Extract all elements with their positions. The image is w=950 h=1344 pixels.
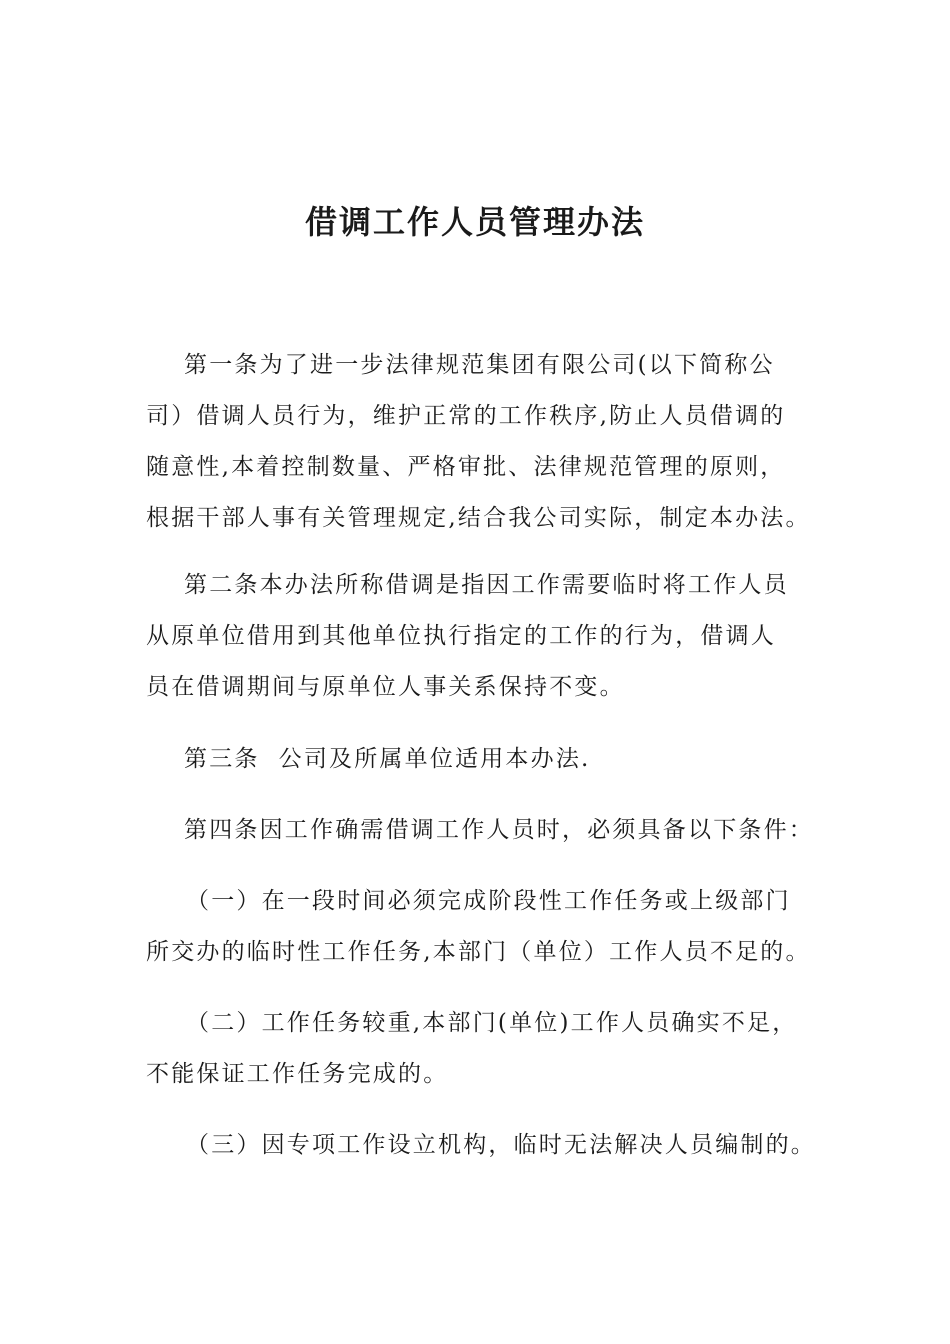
paragraph-line: （一）在一段时间必须完成阶段性工作任务或上级部门 [186, 888, 791, 914]
paragraph-line: 司）借调人员行为，维护正常的工作秩序,防止人员借调的 [146, 403, 786, 429]
paragraph-line: 从原单位借用到其他单位执行指定的工作的行为，借调人 [146, 623, 776, 649]
paragraph-line: （二）工作任务较重,本部门(单位)工作人员确实不足， [186, 1010, 798, 1036]
paragraph-line: （三）因专项工作设立机构，临时无法解决人员编制的。 [186, 1132, 816, 1158]
paragraph-line: 员在借调期间与原单位人事关系保持不变。 [146, 674, 625, 700]
paragraph-condition-3 [146, 1120, 814, 1171]
paragraph-article-2 [146, 560, 814, 713]
paragraph-line: 第三条 公司及所属单位适用本办法. [184, 746, 591, 772]
paragraph-line: 不能保证工作任务完成的。 [146, 1061, 449, 1087]
paragraph-line: 第二条本办法所称借调是指因工作需要临时将工作人员 [184, 572, 789, 598]
document-title: 借调工作人员管理办法 [304, 203, 645, 241]
paragraph-condition-2 [146, 998, 814, 1100]
paragraph-article-4 [146, 805, 814, 856]
paragraph-line: 根据干部人事有关管理规定,结合我公司实际，制定本办法。 [146, 505, 811, 531]
paragraph-line: 第四条因工作确需借调工作人员时，必须具备以下条件： [184, 817, 814, 843]
paragraph-article-1 [146, 340, 814, 544]
paragraph-condition-1 [146, 876, 814, 978]
paragraph-article-3 [146, 734, 814, 785]
paragraph-line: 所交办的临时性工作任务,本部门（单位）工作人员不足的。 [146, 939, 811, 965]
paragraph-line: 随意性,本着控制数量、严格审批、法律规范管理的原则， [146, 454, 786, 480]
paragraph-line: 第一条为了进一步法律规范集团有限公司(以下简称公 [184, 352, 775, 378]
